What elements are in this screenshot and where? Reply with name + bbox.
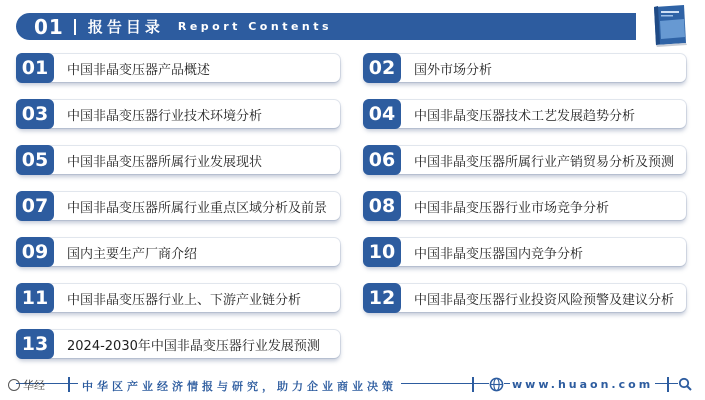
toc-number-badge: 06 [363,145,401,175]
toc-item[interactable] [364,146,686,174]
report-book-icon [646,3,690,47]
toc-label: 中国非晶变压器行业技术环境分析 [67,108,263,124]
footer-divider [68,377,70,392]
toc-item[interactable] [17,238,340,266]
toc-item[interactable] [17,192,340,220]
toc-label: 中国非晶变压器产品概述 [67,62,211,78]
toc-item[interactable] [364,284,686,312]
toc-number-badge: 12 [363,283,401,313]
toc-item[interactable] [17,330,340,358]
toc-item[interactable] [364,192,686,220]
toc-item[interactable] [364,100,686,128]
toc-label: 国外市场分析 [414,62,493,78]
toc-label: 中国非晶变压器技术工艺发展趋势分析 [414,108,636,124]
toc-item[interactable] [364,54,686,82]
footer-slogan: 中华区产业经济情报与研究，助力企业商业决策 [78,378,401,394]
toc-label: 国内主要生产厂商介绍 [67,246,198,262]
page-subtitle: Report Contents [177,20,333,33]
toc-number-badge: 13 [16,329,54,359]
toc-number-badge: 07 [16,191,54,221]
toc-number-badge: 11 [16,283,54,313]
logo-mark-icon [8,379,20,391]
toc-label: 中国非晶变压器所属行业发展现状 [67,154,263,170]
toc-label: 中国非晶变压器行业投资风险预警及建议分析 [414,292,675,308]
toc-label: 中国非晶变压器国内竞争分析 [414,246,584,262]
page-title: 报告目录 [87,18,164,36]
brand-logo [8,377,45,393]
toc-item[interactable] [364,238,686,266]
toc-item[interactable] [17,284,340,312]
search-icon[interactable] [678,377,692,391]
header-divider [74,19,76,35]
toc-number-badge: 10 [363,237,401,267]
toc-item[interactable] [17,100,340,128]
toc-label: 中国非晶变压器所属行业产销贸易分析及预测 [414,154,675,170]
toc-number-badge: 09 [16,237,54,267]
toc-item[interactable] [17,54,340,82]
header-band [16,13,636,40]
toc-number-badge: 01 [16,53,54,83]
brand-logo-text: 华经 [23,379,45,392]
website-link[interactable]: www.huaon.com [512,378,654,391]
toc-number-badge: 08 [363,191,401,221]
toc-item[interactable] [17,146,340,174]
footer-divider [667,377,669,392]
toc-label: 2024-2030年中国非晶变压器行业发展预测 [67,338,320,354]
section-number: 01 [34,14,64,39]
toc-number-badge: 04 [363,99,401,129]
footer-divider [472,377,474,392]
footer [0,375,705,395]
toc-number-badge: 03 [16,99,54,129]
toc-number-badge: 05 [16,145,54,175]
toc-label: 中国非晶变压器所属行业重点区域分析及前景 [67,200,328,216]
toc-label: 中国非晶变压器行业市场竞争分析 [414,200,610,216]
toc-label: 中国非晶变压器行业上、下游产业链分析 [67,292,302,308]
globe-icon [489,377,504,392]
toc-number-badge: 02 [363,53,401,83]
